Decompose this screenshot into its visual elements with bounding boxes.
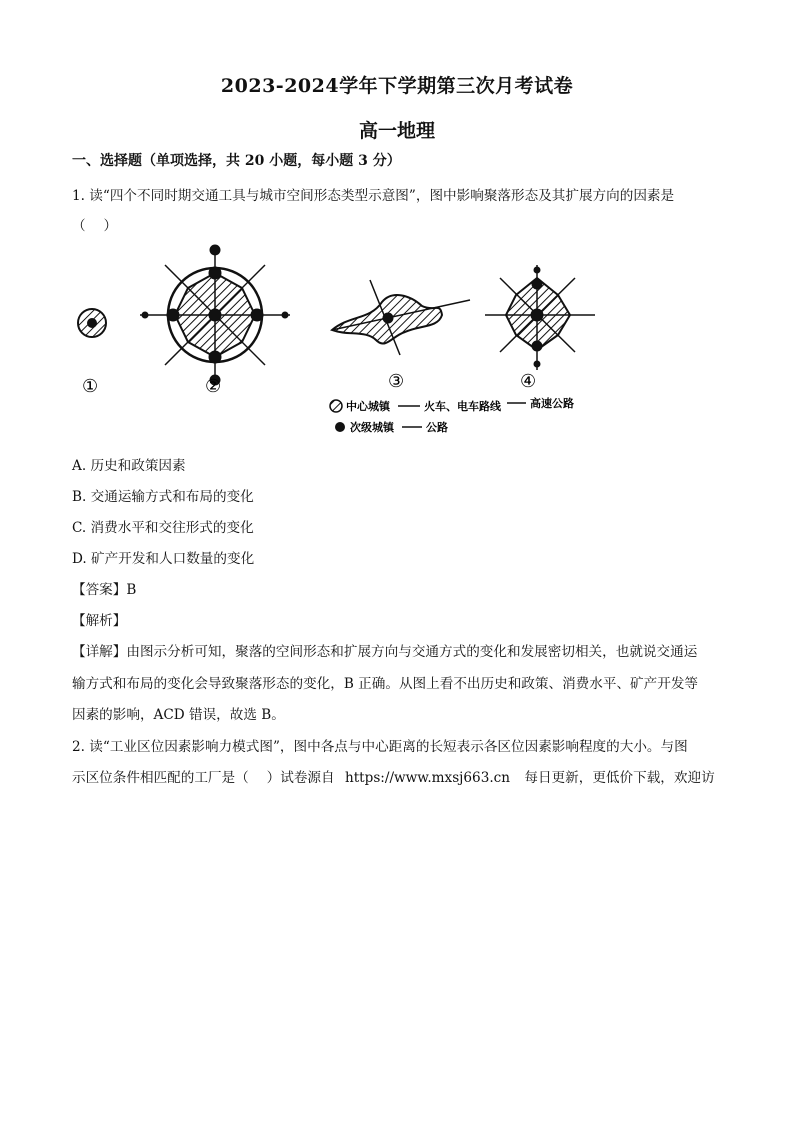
diagram-3 [332, 280, 470, 355]
label-1: ① [82, 376, 99, 397]
diagram-2 [140, 245, 290, 385]
detail-text-1: 由图示分析可知，聚落的空间形态和扩展方向与交通方式的变化和发展密切相关，也就说交通运 [126, 644, 698, 660]
section-heading: 一、选择题（单项选择，共 20 小题，每小题 3 分） [72, 153, 401, 169]
legend-sub-town: 次级城镇 [350, 421, 394, 434]
q1-answer [72, 578, 136, 598]
diagram-4 [485, 265, 595, 370]
detail-label: 【详解】 [72, 644, 127, 660]
urban-form-diagram [70, 240, 630, 440]
legend-highway: 高速公路 [530, 397, 574, 410]
q2-stem-tail: 每日更新，更低价下载，欢迎访 [524, 770, 715, 786]
q1-stem-line2: （ ） [72, 218, 118, 234]
q1-detail-line2: 输方式和布局的变化会导致聚落形态的变化，B 正确。从图上看不出历史和政策、消费水平、矿产开发等 [72, 676, 699, 692]
q1-analysis-label: 【解析】 [72, 613, 127, 629]
diagram-1 [78, 309, 106, 337]
q1-figure [70, 240, 630, 440]
q2-stem-text: 示区位条件相匹配的工厂是（ ）试卷源自 [72, 770, 335, 786]
exam-title: 2023-2024学年下学期第三次月考试卷 [220, 75, 574, 97]
q1-option-d: D. 矿产开发和人口数量的变化 [72, 551, 255, 567]
label-3: ③ [388, 371, 405, 392]
answer-value: B [126, 582, 137, 598]
legend-center-town: 中心城镇 [346, 400, 390, 413]
q2-stem-line1: 2. 读“工业区位因素影响力模式图”，图中各点与中心距离的长短表示各区位因素影响程度的大小。与图 [72, 739, 688, 755]
legend-road: 公路 [426, 421, 448, 434]
q1-option-b: B. 交通运输方式和布局的变化 [72, 489, 254, 505]
q2-stem-line2 [72, 766, 715, 786]
label-2: ② [205, 376, 222, 397]
legend [330, 396, 574, 434]
exam-subtitle: 高一地理 [358, 120, 435, 142]
q1-stem-line1: 1. 读“四个不同时期交通工具与城市空间形态类型示意图”，图中影响聚落形态及其扩展方向的因素是 [72, 188, 675, 204]
q1-detail-line1 [72, 640, 697, 660]
q1-option-a: A. 历史和政策因素 [72, 458, 186, 474]
legend-rail: 火车、电车路线 [424, 400, 501, 413]
q1-option-c: C. 消费水平和交往形式的变化 [72, 520, 254, 536]
q1-detail-line3: 因素的影响，ACD 错误，故选 B。 [72, 707, 285, 723]
answer-label: 【答案】 [72, 582, 127, 598]
label-4: ④ [520, 371, 537, 392]
source-link[interactable]: https://www.mxsj663.cn [344, 770, 511, 786]
